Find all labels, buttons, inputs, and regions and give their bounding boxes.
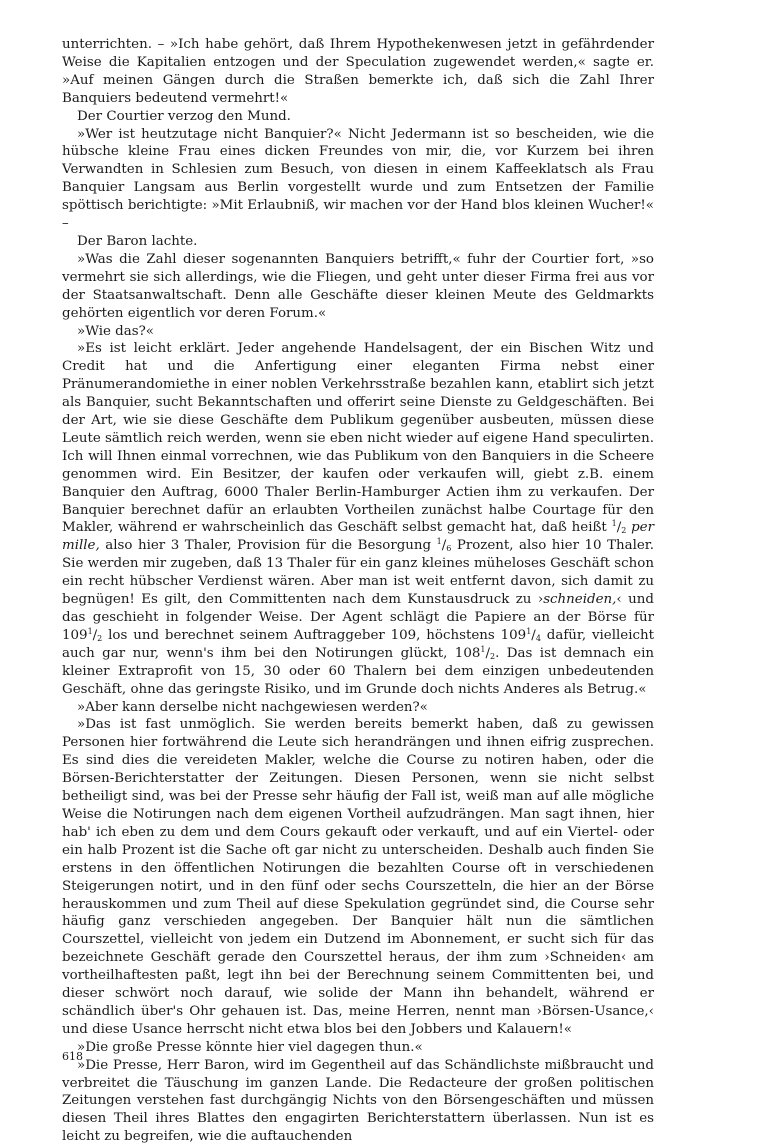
paragraph-1: unterrichten. – »Ich habe gehört, daß Ihrem Hypothekenwesen jetzt in gefährdender Weise die Kapitalien entzogen und der Speculation zugewendet werden,« sagte er. »Auf meinen Gängen durch die Straßen bemerkte ich, daß sich die Zahl Ihrer Banquiers bedeutend vermehrt!«: [62, 37, 654, 106]
paragraph-9: »Das ist fast unmöglich. Sie werden bereits bemerkt haben, daß zu gewissen Personen hier fortwährend die Leute sich herandrängen und ihnen eifrig zusprechen. Es sind dies die vereideten Makler, welche die Course zu notiren haben, oder die Börsen-Berichterstatter der Zeitungen. Diesen Personen, wenn sie nicht selbst betheiligt sind, was bei der Presse sehr häufig der Fall ist, weiß man auf alle mögliche Weise die Notirungen nach dem eigenen Vortheil aufzudrängen. Man sagt ihnen, hier hab' ich eben zu dem und dem Cours gekauft oder verkauft, und auf ein Viertel- oder ein halb Prozent ist die Sache oft gar nicht zu unterscheiden. Deshalb auch finden Sie erstens in den öffentlichen Notirungen die bezahlten Course oft in verschiedenen Steigerungen notirt, und in den fünf oder sechs Courszetteln, die hier an der Börse herauskommen und zum Theil auf diese Spekulation gegründet sind, die Course sehr häufig ganz verschieden angegeben. Der Banquier hält nun die sämtlichen Courszettel, vielleicht von jedem ein Dutzend im Abonnement, er sucht sich für das bezeichnete Geschäft gerade den Courszettel heraus, der ihm zum ›Schneiden‹ am vortheilhaftesten paßt, legt ihn bei der Berechnung seinem Committenten bei, und dieser schwört noch darauf, wie solide der Mann ihn behandelt, während er schändlich über's Ohr gehauen ist. Das, meine Herren, nennt man ›Börsen-Usance,‹ und diese Usance herrscht nicht etwa blos bei den Jobbers und Kalauern!«: [62, 717, 654, 1037]
paragraph-3: »Wer ist heutzutage nicht Banquier?« Nicht Jedermann ist so bescheiden, wie die hübsche kleine Frau eines dicken Freundes von mir, die, vor Kurzem bei ihren Verwandten in Schlesien zum Besuch, von diesen in einem Kaffeeklatsch als Frau Banquier Langsam aus Berlin vorgestellt wurde und zum Entsetzen der Familie spöttisch berichtigte: »Mit Erlaubniß, wir machen vor der Hand blos kleinen Wucher!« –: [62, 126, 654, 232]
paragraph-5: »Was die Zahl dieser sogenannten Banquiers betrifft,« fuhr der Courtier fort, »so vermehrt sie sich allerdings, wie die Fliegen, und geht unter dieser Firma frei aus vor der Staatsanwaltschaft. Denn alle Geschäfte dieser kleinen Meute des Geldmarkts gehörten eigentlich vor deren Forum.«: [62, 251, 654, 321]
paragraph-6: »Wie das?«: [77, 323, 154, 339]
page-body: [62, 36, 654, 1146]
paragraph-2: Der Courtier verzog den Mund.: [77, 108, 291, 124]
paragraph-7: »Es ist leicht erklärt. Jeder angehende Handelsagent, der ein Bischen Witz und Credit hat und die Anfertigung einer eleganten Firma nebst einer Pränumerandomiethe in einer noblen Verkehrsstraße bezahlen kann, etablirt sich jetzt als Banquier, sucht Bekanntschaften und offerirt seine Dienste zu Geldgeschäften. Bei der Art, wie sie diese Geschäfte dem Publikum gegenüber ausbeuten, müssen diese Leute sämtlich reich werden, wenn sie eben nicht wieder auf eigene Hand speculirten. Ich will Ihnen einmal vorrechnen, wie das Publikum von den Banquiers in die Scheere genommen wird. Ein Besitzer, der kaufen oder verkaufen will, giebt z.B. einem Banquier den Auftrag, 6000 Thaler Berlin-Hamburger Actien ihm zu verkaufen. Der Banquier berechnet dafür an erlaubten Vortheilen zunächst halbe Courtage für den Makler, während er wahrscheinlich das Geschäft selbst gemacht hat, daß heißt $^1/_2$ per mille, also hier 3 Thaler, Provision für die Besorgung $^1/_6$ Prozent, also hier 10 Thaler. Sie werden mir zugeben, daß 13 Thaler für ein ganz kleines müheloses Geschäft schon ein recht hübscher Verdienst wären. Aber man ist weit entfernt davon, sich damit zu begnügen! Es gilt, den Committenten nach dem Kunstausdruck zu ›schneiden,‹ und das geschieht in folgender Weise. Der Agent schlägt die Papiere an der Börse für $109^1/_2$ los und berechnet seinem Auftraggeber 109, höchstens $109^1/_4$ dafür, vielleicht auch gar nur, wenn's ihm bei den Notirungen glückt, $108^1/_2$. Das ist demnach ein kleiner Extraprofit von 15, 30 oder 60 Thalern bei dem einzigen unbedeutenden Geschäft, ohne das geringste Risiko, und im Grunde doch nichts Anderes als Betrug.«: [62, 341, 654, 697]
paragraph-10: »Die große Presse könnte hier viel dagegen thun.«: [77, 1039, 423, 1055]
paragraph-4: Der Baron lachte.: [77, 233, 198, 249]
page-number: 618: [62, 1050, 83, 1063]
paragraph-11: »Die Presse, Herr Baron, wird im Gegentheil auf das Schändlichste mißbraucht und verbreitet die Täuschung im ganzen Lande. Die Redacteure der großen politischen Zeitungen verstehen fast durchgängig Nichts von den Börsengeschäften und müssen diesen Theil ihres Blattes den engagirten Berichterstattern überlassen. Nun ist es leicht zu begreifen, wie die auftauchenden: [62, 1057, 654, 1145]
paragraph-8: »Aber kann derselbe nicht nachgewiesen werden?«: [77, 699, 428, 715]
